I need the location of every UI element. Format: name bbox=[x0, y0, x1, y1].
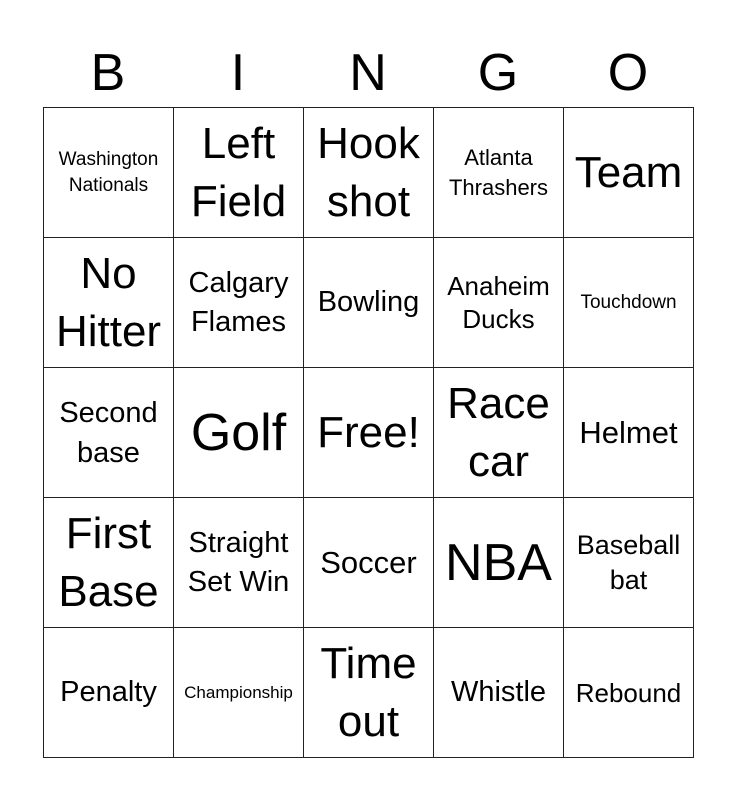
bingo-cell[interactable] bbox=[434, 238, 564, 368]
header-letter-g: G bbox=[477, 44, 519, 102]
header-letter-o: O bbox=[607, 44, 649, 102]
bingo-cell[interactable] bbox=[44, 368, 174, 498]
bingo-cell[interactable] bbox=[174, 368, 304, 498]
cell-label: Time out bbox=[320, 638, 417, 746]
cell-label: Team bbox=[574, 147, 683, 197]
bingo-cell[interactable] bbox=[564, 498, 694, 628]
bingo-cell[interactable] bbox=[174, 498, 304, 628]
header-letter-i: I bbox=[230, 44, 246, 102]
cell-label: Straight Set Win bbox=[187, 526, 290, 598]
bingo-cell[interactable] bbox=[304, 238, 434, 368]
cell-label: Left Field bbox=[190, 118, 287, 226]
cell-label: Free! bbox=[317, 407, 420, 457]
cell-label: Penalty bbox=[60, 676, 157, 708]
bingo-cell[interactable] bbox=[44, 628, 174, 758]
bingo-cell[interactable] bbox=[434, 108, 564, 238]
bingo-cell[interactable] bbox=[44, 108, 174, 238]
cell-label: Baseball bat bbox=[576, 529, 681, 595]
header-letter-n: N bbox=[349, 44, 387, 102]
cell-label: Helmet bbox=[579, 415, 678, 450]
bingo-cell[interactable] bbox=[434, 628, 564, 758]
cell-label: Championship bbox=[184, 682, 293, 702]
cell-label: Race car bbox=[447, 378, 550, 486]
bingo-cell[interactable] bbox=[564, 108, 694, 238]
cell-label: Rebound bbox=[575, 677, 682, 708]
cell-label: Second base bbox=[59, 396, 158, 469]
cell-label: No Hitter bbox=[55, 248, 162, 356]
cell-label: Bowling bbox=[317, 286, 420, 318]
bingo-cell[interactable] bbox=[564, 628, 694, 758]
cell-label: Whistle bbox=[450, 676, 547, 708]
cell-label: Golf bbox=[190, 403, 287, 462]
cell-label: Anaheim Ducks bbox=[447, 270, 550, 334]
cell-label: NBA bbox=[445, 533, 552, 592]
bingo-cell[interactable] bbox=[434, 368, 564, 498]
bingo-cell[interactable] bbox=[304, 498, 434, 628]
bingo-header bbox=[43, 40, 693, 106]
bingo-cell[interactable] bbox=[174, 108, 304, 238]
cell-label: Calgary Flames bbox=[188, 266, 289, 338]
cell-label: Washington Nationals bbox=[58, 148, 159, 196]
cell-label: First Base bbox=[58, 508, 159, 616]
bingo-cell[interactable] bbox=[304, 368, 434, 498]
cell-label: Atlanta Thrashers bbox=[448, 144, 549, 200]
bingo-cell[interactable] bbox=[44, 498, 174, 628]
bingo-cell[interactable] bbox=[304, 628, 434, 758]
bingo-cell[interactable] bbox=[174, 238, 304, 368]
cell-label: Touchdown bbox=[580, 291, 677, 313]
cell-label: Soccer bbox=[320, 545, 417, 580]
bingo-cell[interactable] bbox=[434, 498, 564, 628]
bingo-cell[interactable] bbox=[174, 628, 304, 758]
bingo-cell[interactable] bbox=[304, 108, 434, 238]
bingo-board bbox=[43, 107, 694, 758]
cell-label: Hook shot bbox=[317, 118, 420, 226]
header-letter-b: B bbox=[90, 44, 126, 102]
bingo-cell[interactable] bbox=[44, 238, 174, 368]
bingo-cell[interactable] bbox=[564, 238, 694, 368]
bingo-cell[interactable] bbox=[564, 368, 694, 498]
